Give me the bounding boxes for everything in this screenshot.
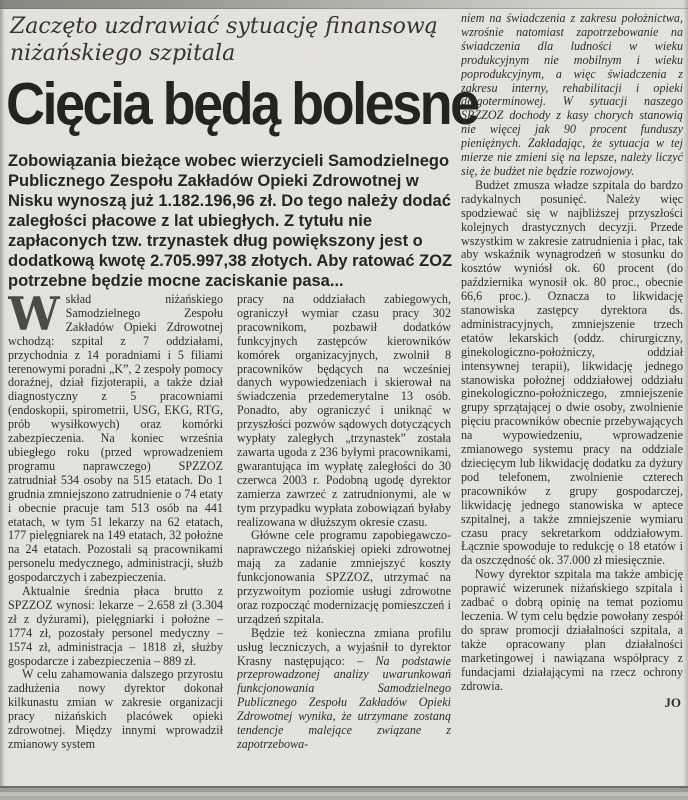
scan-edge-bottom xyxy=(0,786,688,800)
scan-edge-left xyxy=(0,0,5,800)
headline: Cięcia będą bolesne xyxy=(6,71,478,138)
paragraph: pracy na oddziałach zabiegowych, ograniczył wymiar czasu pracy 302 pracownikom, pozbawił dodatków funkcyjnych zastępców kierowników komórek organizacyjnych, zwolnił 8 pracowników będących na wcześniej danych wypowiedzeniach i skierował na świadczenia przedemerytalne 13 osób. Ponadto, aby ograniczyć i uniknąć w przyszłości pozwów sądowych dotyczących wypłaty zaległych „trzynastek” została zawarta ugoda z 236 byłymi pracownikami, gwarantująca im wypłatę zaległości do 30 czerwca 2003 r. Podobną ugodę dyrektor zamierza zawrzeć z zatrudnionymi, ale w tym przypadku wypłata zobowiązań byłaby realizowana w dłuższym okresie czasu. xyxy=(237,293,451,529)
column-right xyxy=(461,12,683,790)
column-left xyxy=(8,293,223,787)
drop-cap: W xyxy=(8,293,60,341)
paragraph-text: skład niżańskiego Samodzielnego Zespołu Zakładów Opieki Zdrowotnej wchodzą: szpital z 7 oddziałami, przychodnia z 14 poradniami i 5 filiami terenowymi poradni „K”, 2 zespoły pomocy doraźnej, dział fizjoterapii, a także dział diagnostyczny z 5 pracowniami (endoskopii, spirometrii, USG, EKG, RTG, prób wysiłkowych) oraz komórki zabezpieczenia. Na koniec września ubiegłego roku (przed wprowadzeniem programu naprawczego) SPZZOZ zatrudniał 534 osoby na 515 etatach. Do 1 grudnia zmniejszono zatrudnienie o 74 etaty i obecnie pracuje tam 513 osób na 441 etatach, w tym 51 lekarzy na 62 etatach, 177 pielęgniarek na 149 etatach, 32 położne na 24 etatach. Pozostali są pracownikami personelu medycznego, administracji, służb gospodarczych i zabezpieczenia. xyxy=(8,293,223,585)
paragraph xyxy=(8,293,223,585)
paragraph: W celu zahamowania dalszego przyrostu zadłużenia nowy dyrektor dokonał kilkunastu zmian w zakresie organizacji pracy niżańskich placówek opieki zdrowotnej. Między innymi wprowadził zmianowy system xyxy=(8,667,223,751)
kicker: Zaczęto uzdrawiać sytuację finansową niżańskiego szpitala xyxy=(10,14,438,66)
lead-paragraph: Zobowiązania bieżące wobec wierzycieli Samodzielnego Publicznego Zespołu Zakładów Opieki Zdrowotnej w Nisku wynoszą już 1.182.196,96 zł. Do tego należy dodać zaległości płacowe z lat ubiegłych. Z tytułu nie zapłaconych tzw. trzynastek dług powiększony jest o dodatkową kwotę 2.705.997,38 złotych. Aby ratować ZOZ potrzebne będzie mocne zaciskanie pasa... xyxy=(8,152,453,290)
paragraph-text: Będzie też konieczna zmiana profilu usług leczniczych, a wyjaśnił to dyrektor Krasny następująco: – xyxy=(237,625,451,668)
scan-edge-top xyxy=(0,0,688,9)
paragraph: Aktualnie średnia płaca brutto z SPZZOZ wynosi: lekarze – 2.658 zł (3.304 zł z dyżurami), pielęgniarki i położne – 1774 zł, pozostały personel medyczny – 1574 zł, administracja – 1818 zł, służby gospodarcze i zabezpieczenia – 889 zł. xyxy=(8,584,223,668)
author-initials: JO xyxy=(664,695,681,711)
paragraph xyxy=(237,627,451,752)
column-middle xyxy=(237,293,451,787)
paragraph: Główne cele programu zapobiegawczo-naprawczego niżańskiej opieki zdrowotnej mają za zadanie zmniejszyć koszty funkcjonowania SPZZOZ, utrzymać na przyzwoitym poziomie usługi zdrowotne oraz rozpocząć modernizację pomieszczeń i urządzeń szpitala. xyxy=(237,528,451,626)
scan-edge-right xyxy=(683,0,688,800)
quote-paragraph: niem na świadczenia z zakresu położnictwa, wzrośnie natomiast zapotrzebowanie na świadczenia dla ludności w wieku produkcyjnym nie mobilnym i wieku poprodukcyjnym, a więc świadczenia z zakresu interny, rehabilitacji i opieki długoterminowej. W sytuacji naszego SPZZOZ dochody z kasy chorych stanowią nie więcej jak 90 procent funduszy pieniężnych. Zakładając, że sytuacja w tej mierze nie zmieni się na lepsze, należy liczyć się, że budżet nie będzie rozwojowy. xyxy=(461,12,683,178)
paragraph: Budżet zmusza władze szpitala do bardzo radykalnych posunięć. Należy więc spodziewać się w najbliższej przyszłości kolejnych drastycznych decyzji. Przede wszystkim w zakresie zatrudnienia i płac, tak aby wskaźnik wynagrodzeń w stosunku do kosztów wyniósł ok. 60 procent (do października wynosił ok. 80 proc., obecnie 66,6 proc.). Oznacza to likwidację stanowiska zastępcy dyrektora ds. administracyjnych, zmniejszenie trzech etatów lekarskich (oddz. chirurgiczny, ginekologiczno-położniczy, oddział intensywnej terapii), likwidację jednego stanowiska położnej oddziałowej oddziału ginekologiczno-położniczego, zmniejszenie grupy sprzątającej o dwie osoby, zwolnienie pięciu pracowników obecnie przebywających na wypowiedzeniu, wprowadzenie zmianowego systemu pracy na oddziale dziecięcym lub likwidację dodatku za dyżury pod telefonem, zwolnienie czterech pracowników z grupy gospodarczej, likwidację jednego stanowiska w aptece szpitalnej, a także zmniejszenie wymiaru czasu pracy sekretarkom oddziałowym. Łącznie spowoduje to redukcję o 18 etatów i da oszczędność ok. 37.000 zł miesięcznie. xyxy=(461,177,683,568)
quote-text: Na podstawie przeprowadzonej analizy uwarunkowań funkcjonowania Samodzielnego Publicznego Zespołu Zakładów Opieki Zdrowotnej wynika, że utrzymane zostaną tendencje malejące związane z zapotrzebowa- xyxy=(237,653,451,751)
paragraph: Nowy dyrektor szpitala ma także ambicję poprawić wizerunek niżańskiego szpitala i zadbać o dobrą opinię na temat poziomu leczenia. W tym celu będzie powołany zespół do spraw promocji działalności szpitala, a także opracowany plan działalności marketingowej i nawiązana współpracy z fundacjami działającymi na rzecz ochrony zdrowia. xyxy=(461,567,683,693)
